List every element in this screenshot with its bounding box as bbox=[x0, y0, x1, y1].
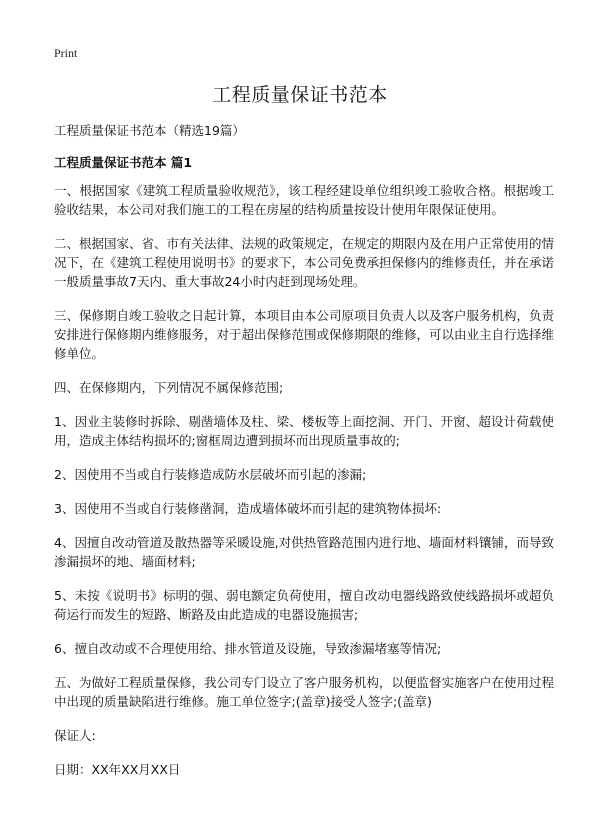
paragraph-11: 五、为做好工程质量保修，我公司专门设立了客户服务机构，以便监督实施客户在使用过程中出现的质量缺陷进行维修。施工单位签字;(盖章)接受人签字;(盖章) bbox=[54, 675, 555, 709]
paragraph-2: 二、根据国家、省、市有关法律、法规的政策规定，在规定的期限内及在用户正常使用的情况下，在《建筑工程使用说明书》的要求下，本公司免费承担保修内的维修责任，并在承诺一般质量事故7天内、重大事故24小时内赶到现场处理。 bbox=[54, 236, 555, 289]
guarantor-line: 保证人: bbox=[54, 728, 96, 743]
paragraph-6: 2、因使用不当或自行装修造成防水层破坏而引起的渗漏; bbox=[54, 467, 367, 482]
print-label: Print bbox=[54, 46, 78, 60]
date-line: 日期：XX年XX月XX日 bbox=[54, 762, 181, 777]
paragraph-10: 6、擅自改动或不合理使用给、排水管道及设施，导致渗漏堵塞等情况; bbox=[54, 641, 442, 656]
section-heading: 工程质量保证书范本 篇1 bbox=[54, 155, 193, 170]
paragraph-9: 5、未按《说明书》标明的强、弱电额定负荷使用，擅自改动电器线路致使线路损坏或超负荷运行而发生的短路、断路及由此造成的电器设施损害; bbox=[54, 588, 554, 622]
paragraph-1: 一、根据国家《建筑工程质量验收规范》，该工程经建设单位组织竣工验收合格。根据竣工验收结果，本公司对我们施工的工程在房屋的结构质量按设计使用年限保证使用。 bbox=[54, 183, 554, 217]
document-subtitle: 工程质量保证书范本（精选19篇） bbox=[54, 123, 245, 138]
document-body bbox=[54, 181, 554, 794]
paragraph-3: 三、保修期自竣工验收之日起计算，本项目由本公司原项目负责人以及客户服务机构，负责安排进行保修期内维修服务，对于超出保修范围或保修期限的维修，可以由业主自行选择维修单位。 bbox=[54, 308, 555, 361]
paragraph-8: 4、因擅自改动管道及散热器等采暖设施,对供热管路范围内进行地、墙面材料镶铺，而导致渗漏损坏的地、墙面材料; bbox=[54, 535, 554, 569]
paragraph-4: 四、在保修期内，下列情况不属保修范围; bbox=[54, 380, 284, 395]
document-title: 工程质量保证书范本 bbox=[212, 84, 388, 106]
paragraph-5: 1、因业主装修时拆除、剔凿墙体及柱、梁、楼板等上面挖洞、开门、开窗、超设计荷载使用，造成主体结构损坏的;窗框周边遭到损坏而出现质量事故的; bbox=[54, 414, 554, 448]
paragraph-7: 3、因使用不当或自行装修凿洞，造成墙体破坏而引起的建筑物体损坏: bbox=[54, 501, 442, 516]
